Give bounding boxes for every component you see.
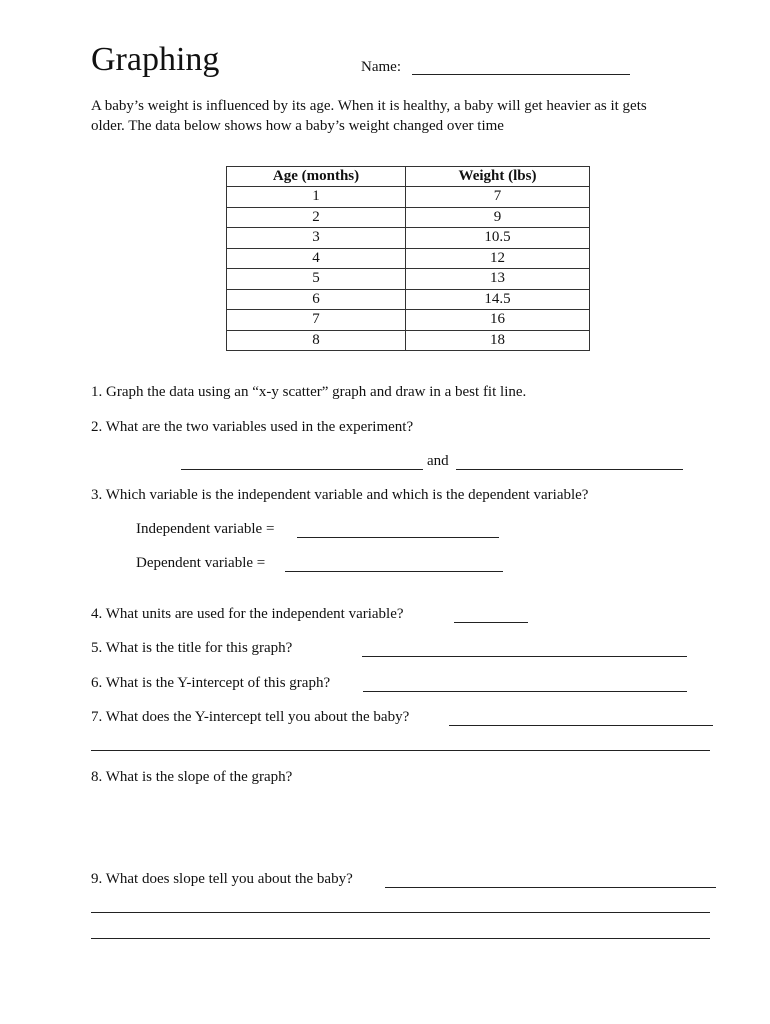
- weight-cell: 12: [406, 248, 590, 269]
- table-header-row: [227, 167, 590, 187]
- dependent-variable-label: Dependent variable =: [136, 555, 266, 571]
- age-cell: 1: [227, 187, 406, 208]
- weight-cell: 18: [406, 330, 590, 351]
- weight-cell: 9: [406, 207, 590, 228]
- age-cell: 2: [227, 207, 406, 228]
- question-9: 9. What does slope tell you about the baby?: [91, 871, 353, 887]
- y-intercept-meaning-blank-2[interactable]: [91, 750, 710, 751]
- column-header-weight: Weight (lbs): [406, 167, 590, 187]
- age-cell: 4: [227, 248, 406, 269]
- weight-cell: 7: [406, 187, 590, 208]
- weight-cell: 13: [406, 269, 590, 290]
- question-1: 1. Graph the data using an “x-y scatter” graph and draw in a best fit line.: [91, 384, 527, 400]
- graph-title-blank[interactable]: [362, 656, 687, 657]
- weight-cell: 16: [406, 310, 590, 331]
- intro-line-2: older. The data below shows how a baby’s weight changed over time: [91, 118, 504, 134]
- question-4: 4. What units are used for the independent variable?: [91, 606, 404, 622]
- page-title: Graphing: [91, 41, 220, 78]
- question-7: 7. What does the Y-intercept tell you about the baby?: [91, 709, 410, 725]
- table-row: [227, 289, 590, 310]
- y-intercept-blank[interactable]: [363, 691, 687, 692]
- y-intercept-meaning-blank[interactable]: [449, 725, 713, 726]
- question-3: 3. Which variable is the independent variable and which is the dependent variable?: [91, 487, 589, 503]
- table-row: [227, 330, 590, 351]
- slope-meaning-blank-3[interactable]: [91, 938, 710, 939]
- weight-cell: 14.5: [406, 289, 590, 310]
- age-cell: 3: [227, 228, 406, 249]
- age-cell: 6: [227, 289, 406, 310]
- table-row: [227, 269, 590, 290]
- table-row: [227, 187, 590, 208]
- table-row: [227, 248, 590, 269]
- variable-2-blank[interactable]: [456, 469, 683, 470]
- question-6: 6. What is the Y-intercept of this graph?: [91, 675, 331, 691]
- intro-paragraph: [91, 96, 731, 136]
- independent-variable-label: Independent variable =: [136, 521, 275, 537]
- question-2: 2. What are the two variables used in the experiment?: [91, 419, 414, 435]
- units-blank[interactable]: [454, 622, 528, 623]
- slope-meaning-blank[interactable]: [385, 887, 716, 888]
- variable-1-blank[interactable]: [181, 469, 423, 470]
- question-5: 5. What is the title for this graph?: [91, 640, 293, 656]
- dependent-variable-blank[interactable]: [285, 571, 503, 572]
- table-row: [227, 228, 590, 249]
- slope-meaning-blank-2[interactable]: [91, 912, 710, 913]
- name-blank-line[interactable]: [412, 74, 630, 75]
- table-row: [227, 310, 590, 331]
- intro-line-1: A baby’s weight is influenced by its age. When it is healthy, a baby will get heavier as it gets: [91, 98, 647, 114]
- independent-variable-blank[interactable]: [297, 537, 499, 538]
- name-label: Name:: [361, 59, 401, 75]
- weight-cell: 10.5: [406, 228, 590, 249]
- column-header-age: Age (months): [227, 167, 406, 187]
- age-cell: 5: [227, 269, 406, 290]
- data-table: [226, 166, 590, 351]
- table-row: [227, 207, 590, 228]
- question-8: 8. What is the slope of the graph?: [91, 769, 293, 785]
- age-cell: 8: [227, 330, 406, 351]
- and-label: and: [427, 453, 449, 469]
- age-cell: 7: [227, 310, 406, 331]
